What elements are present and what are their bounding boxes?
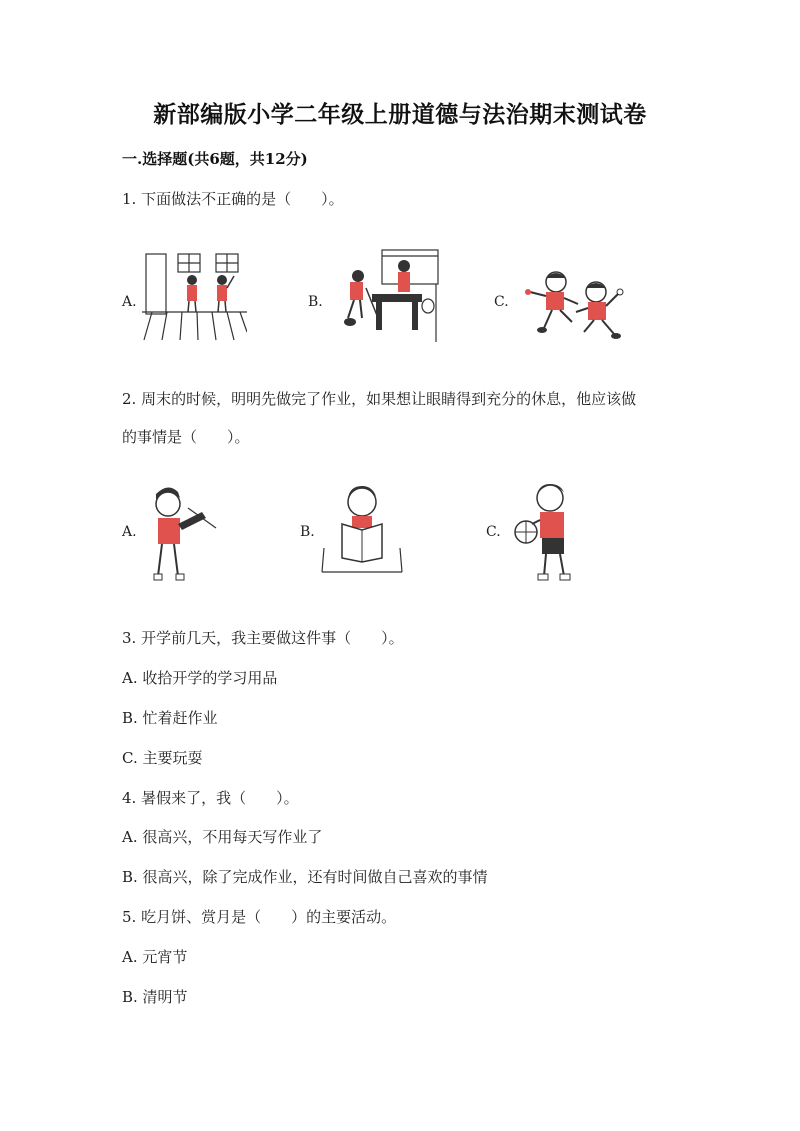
question-2-line-2: 的事情是（ ）。 [122, 428, 250, 446]
q3-option-b: B. 忙着赶作业 [122, 709, 218, 727]
boys-fighting-icon [514, 268, 630, 342]
boy-reading-book-icon [320, 478, 404, 576]
q2-option-b-label: B. [300, 524, 315, 540]
child-sweeping-classroom-icon [332, 248, 440, 344]
question-5: 5. 吃月饼、赏月是（ ）的主要活动。 [122, 908, 397, 926]
q2-option-c-label: C. [486, 524, 501, 540]
q1-option-b-label: B. [308, 294, 323, 310]
q3-option-a: A. 收拾开学的学习用品 [122, 669, 278, 687]
girls-drawing-on-wall-icon [142, 250, 247, 342]
q5-option-b: B. 清明节 [122, 988, 188, 1006]
q4-option-b: B. 很高兴，除了完成作业，还有时间做自己喜欢的事情 [122, 868, 488, 886]
q1-option-c-label: C. [494, 294, 509, 310]
q2-option-a-label: A. [122, 524, 137, 540]
question-3: 3. 开学前几天，我主要做这件事（ ）。 [122, 629, 404, 647]
q4-option-a: A. 很高兴，不用每天写作业了 [122, 828, 323, 846]
q5-option-a: A. 元宵节 [122, 948, 188, 966]
question-2-line-1: 2. 周末的时候，明明先做完了作业，如果想让眼睛得到充分的休息，他应该做 [122, 390, 637, 408]
page-title: 新部编版小学二年级上册道德与法治期末测试卷 [153, 101, 647, 128]
q3-option-c: C. 主要玩耍 [122, 749, 203, 767]
section-heading: 一.选择题(共6题，共12分) [122, 150, 308, 168]
boy-playing-violin-icon [140, 482, 220, 586]
q1-option-a-label: A. [122, 294, 137, 310]
question-4: 4. 暑假来了，我（ ）。 [122, 789, 299, 807]
question-1: 1. 下面做法不正确的是（ ）。 [122, 190, 344, 208]
boy-playing-basketball-icon [506, 478, 580, 584]
